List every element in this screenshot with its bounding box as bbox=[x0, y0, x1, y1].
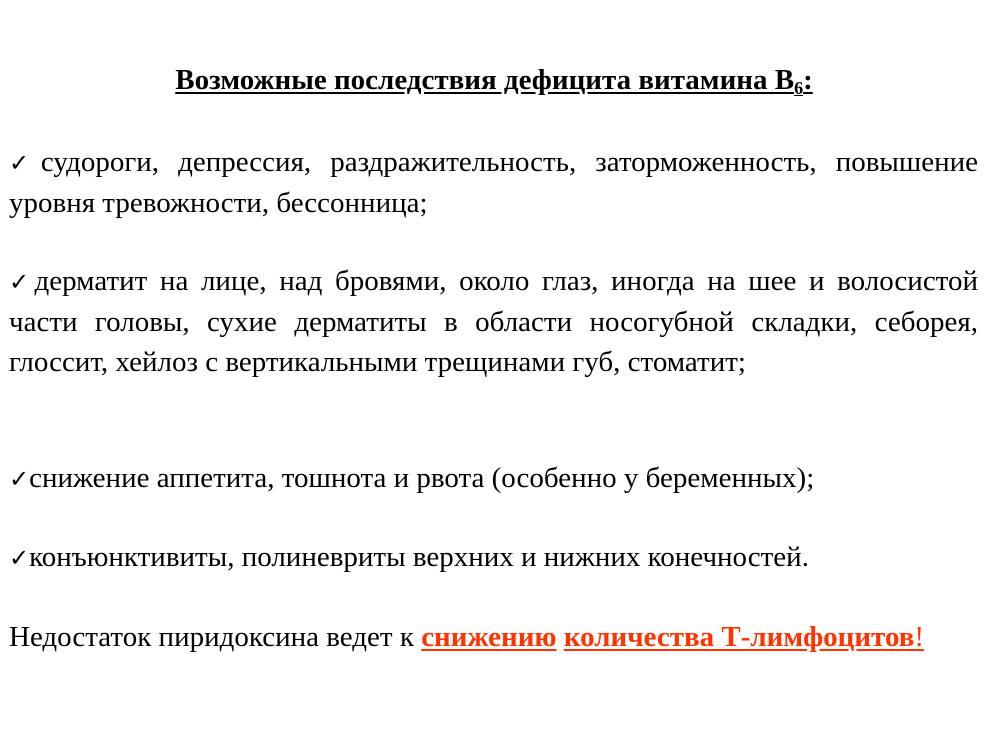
title-subscript: 6 bbox=[794, 78, 804, 98]
list-item bbox=[9, 537, 978, 578]
checkmark-icon: ✓ bbox=[9, 268, 35, 296]
conclusion-suffix: ! bbox=[914, 621, 925, 653]
conclusion bbox=[9, 617, 978, 657]
list-item-text: снижение аппетита, тошнота и рвота (особенно у беременных); bbox=[29, 462, 815, 494]
title-text: Возможные последствия дефицита витамина B bbox=[175, 64, 795, 96]
list-item bbox=[9, 261, 978, 382]
list-item bbox=[9, 142, 978, 223]
checkmark-icon: ✓ bbox=[9, 465, 30, 493]
conclusion-space bbox=[557, 621, 564, 653]
highlight-text: снижению bbox=[421, 621, 557, 653]
highlight-text: количества Т-лимфоцитов bbox=[563, 621, 915, 653]
list-item-text: конъюнктивиты, полиневриты верхних и нижних конечностей. bbox=[29, 541, 809, 573]
conclusion-prefix: Недостаток пиридоксина ведет к bbox=[9, 621, 422, 653]
list-item-text: дерматит на лице, над бровями, около глаз, иногда на шее и волосистой части головы, сухие дерматиты в области носогубной складки, себорея, глоссит, хейлоз с вертикальными трещинами губ, стоматит; bbox=[9, 265, 978, 378]
checkmark-icon: ✓ bbox=[9, 544, 30, 572]
title-suffix: : bbox=[803, 64, 813, 96]
slide-title bbox=[0, 60, 988, 100]
list-item bbox=[9, 458, 978, 499]
checkmark-icon: ✓ bbox=[9, 149, 41, 177]
list-item-text: судороги, депрессия, раздражительность, заторможенность, повышение уровня тревожности, бессонница; bbox=[9, 146, 978, 219]
